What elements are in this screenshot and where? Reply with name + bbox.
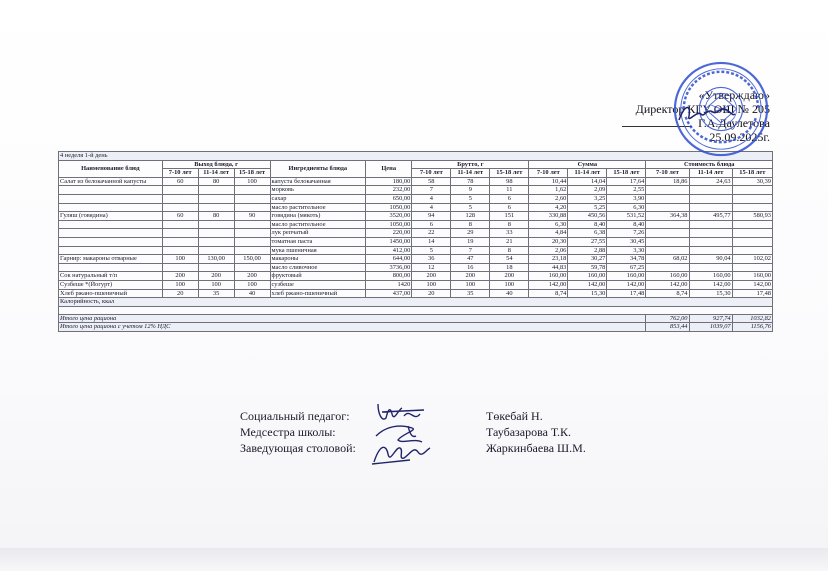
cost-15-18 — [732, 194, 772, 203]
sum-11-14: 5,25 — [568, 203, 607, 212]
gross-11-14: 7 — [451, 246, 490, 255]
day-row — [59, 152, 773, 161]
sum-7-10: 20,30 — [529, 237, 568, 246]
gross-15-18: 6 — [490, 194, 529, 203]
ingredient-price: 3520,00 — [366, 212, 412, 221]
sum-11-14: 2,09 — [568, 186, 607, 195]
ingredient-name: фруктовый — [270, 272, 366, 281]
gross-11-14: 47 — [451, 255, 490, 264]
sum-7-10: 44,83 — [529, 263, 568, 272]
gross-7-10: 100 — [412, 280, 451, 289]
dish-name — [59, 263, 163, 272]
age-gross-7-10: 7-10 лет — [412, 169, 451, 178]
age-cost-7-10: 7-10 лет — [646, 169, 689, 178]
age-sum-15-18: 15-18 лет — [607, 169, 646, 178]
gross-11-14: 78 — [451, 177, 490, 186]
vat-total-15-18: 1156,76 — [732, 323, 772, 332]
ingredient-name: масло растительное — [270, 220, 366, 229]
ingredient-name: говядина (мякоть) — [270, 212, 366, 221]
sum-11-14: 160,00 — [568, 272, 607, 281]
cost-11-14 — [689, 237, 732, 246]
ingredient-name: лук репчатый — [270, 229, 366, 238]
ingredient-name: масло сливочное — [270, 263, 366, 272]
cost-7-10: 142,00 — [646, 280, 689, 289]
output-11-14 — [198, 246, 234, 255]
gross-15-18: 21 — [490, 237, 529, 246]
cost-11-14: 495,77 — [689, 212, 732, 221]
calorie-label: Калорийность, ккал — [59, 298, 773, 307]
menu-row — [59, 237, 773, 246]
menu-row — [59, 280, 773, 289]
output-7-10: 200 — [162, 272, 198, 281]
gross-11-14: 9 — [451, 186, 490, 195]
ingredient-price: 644,00 — [366, 255, 412, 264]
ingredient-price: 437,00 — [366, 289, 412, 298]
menu-row — [59, 289, 773, 298]
sum-15-18: 7,26 — [607, 229, 646, 238]
dish-name — [59, 203, 163, 212]
header-row — [59, 160, 773, 169]
output-15-18 — [234, 194, 270, 203]
header-price: Цена — [366, 160, 412, 177]
sum-15-18: 3,90 — [607, 194, 646, 203]
cost-7-10 — [646, 237, 689, 246]
sum-15-18: 3,30 — [607, 246, 646, 255]
ingredient-price: 1420 — [366, 280, 412, 289]
sum-7-10: 330,88 — [529, 212, 568, 221]
sum-15-18: 8,40 — [607, 220, 646, 229]
gross-7-10: 58 — [412, 177, 451, 186]
sum-7-10: 1,62 — [529, 186, 568, 195]
output-15-18 — [234, 229, 270, 238]
cost-15-18 — [732, 229, 772, 238]
gross-7-10: 14 — [412, 237, 451, 246]
approval-name: Г.А.Даулетова — [698, 116, 770, 130]
sum-15-18: 2,55 — [607, 186, 646, 195]
output-11-14 — [198, 220, 234, 229]
output-11-14: 35 — [198, 289, 234, 298]
approval-director: Директор КГУ ОШ № 205 — [635, 102, 770, 116]
sum-15-18: 17,64 — [607, 177, 646, 186]
cost-11-14: 24,63 — [689, 177, 732, 186]
output-7-10 — [162, 186, 198, 195]
output-11-14: 80 — [198, 177, 234, 186]
age-output-11-14: 11-14 лет — [198, 169, 234, 178]
gross-15-18: 200 — [490, 272, 529, 281]
ingredient-name: хлеб ржано-пшеничный — [270, 289, 366, 298]
output-15-18 — [234, 203, 270, 212]
output-15-18 — [234, 263, 270, 272]
gross-11-14: 35 — [451, 289, 490, 298]
sum-7-10: 8,74 — [529, 289, 568, 298]
approval-title: «Утверждаю» — [698, 88, 770, 102]
cost-11-14 — [689, 263, 732, 272]
gross-15-18: 151 — [490, 212, 529, 221]
gross-7-10: 20 — [412, 289, 451, 298]
menu-row — [59, 203, 773, 212]
director-signature-icon — [677, 100, 737, 126]
signature-role: Социальный педагог: — [240, 409, 350, 423]
spacer-row — [59, 306, 773, 314]
cost-7-10 — [646, 229, 689, 238]
sum-7-10: 2,06 — [529, 246, 568, 255]
menu-row — [59, 194, 773, 203]
gross-15-18: 8 — [490, 246, 529, 255]
sum-15-18: 30,45 — [607, 237, 646, 246]
total-label: Итого цена рациона — [59, 314, 646, 323]
total-7-10: 762,00 — [646, 314, 689, 323]
signature-name: Таубазарова Т.К. — [486, 425, 572, 439]
sum-11-14: 59,78 — [568, 263, 607, 272]
ingredient-price: 650,00 — [366, 194, 412, 203]
cost-7-10 — [646, 186, 689, 195]
vat-total-row — [59, 323, 773, 332]
output-11-14 — [198, 237, 234, 246]
output-15-18 — [234, 246, 270, 255]
vat-total-label: Итого цена рациона с учетом 12% НДС — [59, 323, 646, 332]
output-7-10 — [162, 203, 198, 212]
signature-row-social-pedagogue — [240, 408, 660, 424]
cost-15-18 — [732, 203, 772, 212]
ingredient-price: 232,00 — [366, 186, 412, 195]
cost-7-10: 160,00 — [646, 272, 689, 281]
menu-rows — [59, 177, 773, 297]
output-11-14: 130,00 — [198, 255, 234, 264]
output-7-10: 20 — [162, 289, 198, 298]
sum-11-14: 27,55 — [568, 237, 607, 246]
header-sum: Сумма — [529, 160, 646, 169]
gross-7-10: 12 — [412, 263, 451, 272]
output-15-18: 100 — [234, 280, 270, 289]
gross-7-10: 7 — [412, 186, 451, 195]
cost-7-10: 18,86 — [646, 177, 689, 186]
dish-name: Гуляш (говядина) — [59, 212, 163, 221]
cost-7-10 — [646, 194, 689, 203]
gross-11-14: 100 — [451, 280, 490, 289]
gross-15-18: 33 — [490, 229, 529, 238]
sum-15-18: 34,78 — [607, 255, 646, 264]
header-cost: Стоимость блюда — [646, 160, 773, 169]
menu-row — [59, 220, 773, 229]
sum-15-18: 160,00 — [607, 272, 646, 281]
gross-15-18: 100 — [490, 280, 529, 289]
output-11-14 — [198, 229, 234, 238]
menu-row — [59, 212, 773, 221]
sum-11-14: 2,88 — [568, 246, 607, 255]
signature-role: Заведующая столовой: — [240, 441, 356, 455]
cost-11-14 — [689, 194, 732, 203]
cost-15-18: 102,02 — [732, 255, 772, 264]
day-label: 4 неделя 1-й день — [59, 152, 773, 161]
menu-row — [59, 272, 773, 281]
sum-11-14: 30,27 — [568, 255, 607, 264]
ingredient-name: морковь — [270, 186, 366, 195]
output-7-10 — [162, 237, 198, 246]
gross-11-14: 19 — [451, 237, 490, 246]
sum-11-14: 15,30 — [568, 289, 607, 298]
ingredient-price: 1450,00 — [366, 237, 412, 246]
gross-15-18: 8 — [490, 220, 529, 229]
ingredient-name: макароны — [270, 255, 366, 264]
header-gross: Брутто, г — [412, 160, 529, 169]
age-cost-15-18: 15-18 лет — [732, 169, 772, 178]
signature-role: Медсестра школы: — [240, 425, 336, 439]
approval-date: 25.09.2025г. — [709, 130, 770, 144]
cost-15-18 — [732, 263, 772, 272]
age-gross-15-18: 15-18 лет — [490, 169, 529, 178]
age-sum-11-14: 11-14 лет — [568, 169, 607, 178]
gross-7-10: 4 — [412, 203, 451, 212]
output-11-14: 80 — [198, 212, 234, 221]
ingredient-name: масло растительное — [270, 203, 366, 212]
output-7-10 — [162, 246, 198, 255]
sum-11-14: 6,38 — [568, 229, 607, 238]
dish-name — [59, 229, 163, 238]
menu-table — [58, 151, 773, 332]
sum-11-14: 8,40 — [568, 220, 607, 229]
header-output: Выход блюда, г — [162, 160, 270, 169]
output-15-18: 100 — [234, 177, 270, 186]
dish-name: Хлеб ржано-пшеничный — [59, 289, 163, 298]
sum-7-10: 23,18 — [529, 255, 568, 264]
ingredient-price: 800,00 — [366, 272, 412, 281]
handwritten-signature-icon — [370, 440, 434, 466]
dish-name: Гарнир: макароны отварные — [59, 255, 163, 264]
cost-11-14 — [689, 229, 732, 238]
output-11-14 — [198, 203, 234, 212]
ingredient-name: мука пшеничная — [270, 246, 366, 255]
cost-11-14: 15,30 — [689, 289, 732, 298]
output-7-10: 60 — [162, 177, 198, 186]
gross-7-10: 5 — [412, 246, 451, 255]
gross-15-18: 11 — [490, 186, 529, 195]
sum-15-18: 17,48 — [607, 289, 646, 298]
age-output-15-18: 15-18 лет — [234, 169, 270, 178]
gross-11-14: 5 — [451, 203, 490, 212]
output-15-18: 90 — [234, 212, 270, 221]
dish-name — [59, 237, 163, 246]
output-11-14 — [198, 263, 234, 272]
ingredient-name: томатная паста — [270, 237, 366, 246]
cost-7-10 — [646, 263, 689, 272]
output-11-14 — [198, 194, 234, 203]
ingredient-price: 220,00 — [366, 229, 412, 238]
dish-name — [59, 220, 163, 229]
output-11-14 — [198, 186, 234, 195]
gross-11-14: 29 — [451, 229, 490, 238]
dish-name: Салат из белокачанной капусты — [59, 177, 163, 186]
cost-11-14 — [689, 203, 732, 212]
output-7-10 — [162, 220, 198, 229]
sum-7-10: 6,30 — [529, 220, 568, 229]
header-dish: Наименование блюд — [59, 160, 163, 177]
output-7-10 — [162, 194, 198, 203]
sum-7-10: 4,84 — [529, 229, 568, 238]
dish-name: Сок натуральный т/п — [59, 272, 163, 281]
cost-11-14 — [689, 186, 732, 195]
gross-15-18: 40 — [490, 289, 529, 298]
sum-11-14: 142,00 — [568, 280, 607, 289]
cost-15-18: 580,93 — [732, 212, 772, 221]
cost-15-18: 30,39 — [732, 177, 772, 186]
output-15-18 — [234, 220, 270, 229]
dish-name — [59, 194, 163, 203]
gross-11-14: 5 — [451, 194, 490, 203]
menu-row — [59, 229, 773, 238]
output-15-18: 150,00 — [234, 255, 270, 264]
cost-15-18 — [732, 186, 772, 195]
output-7-10: 60 — [162, 212, 198, 221]
age-output-7-10: 7-10 лет — [162, 169, 198, 178]
menu-row — [59, 186, 773, 195]
ingredient-price: 412,00 — [366, 246, 412, 255]
gross-11-14: 16 — [451, 263, 490, 272]
sum-7-10: 4,20 — [529, 203, 568, 212]
signature-row-nurse — [240, 424, 660, 440]
output-7-10 — [162, 263, 198, 272]
sum-11-14: 14,04 — [568, 177, 607, 186]
gross-15-18: 54 — [490, 255, 529, 264]
output-7-10: 100 — [162, 255, 198, 264]
output-11-14: 100 — [198, 280, 234, 289]
cost-11-14: 160,00 — [689, 272, 732, 281]
cost-7-10: 8,74 — [646, 289, 689, 298]
sum-11-14: 450,56 — [568, 212, 607, 221]
ingredient-name: сахар — [270, 194, 366, 203]
output-15-18 — [234, 237, 270, 246]
menu-row — [59, 255, 773, 264]
cost-15-18: 160,00 — [732, 272, 772, 281]
cost-15-18 — [732, 237, 772, 246]
cost-11-14: 142,00 — [689, 280, 732, 289]
total-15-18: 1032,82 — [732, 314, 772, 323]
cost-7-10 — [646, 220, 689, 229]
sum-15-18: 6,30 — [607, 203, 646, 212]
ingredient-name: сузбеше — [270, 280, 366, 289]
gross-7-10: 22 — [412, 229, 451, 238]
cost-15-18 — [732, 220, 772, 229]
sum-7-10: 2,60 — [529, 194, 568, 203]
ingredient-price: 180,00 — [366, 177, 412, 186]
page-bottom-edge — [0, 548, 828, 571]
vat-total-7-10: 853,44 — [646, 323, 689, 332]
header-ingredients: Ингредиенты блюда — [270, 160, 366, 177]
signature-name: Жаркинбаева Ш.М. — [486, 441, 586, 455]
cost-7-10: 68,02 — [646, 255, 689, 264]
ingredient-price: 3736,00 — [366, 263, 412, 272]
dish-name: Сузбеше *(Йогурт) — [59, 280, 163, 289]
gross-7-10: 6 — [412, 220, 451, 229]
calorie-row — [59, 298, 773, 307]
age-header-row — [59, 169, 773, 178]
cost-15-18: 17,48 — [732, 289, 772, 298]
sum-7-10: 160,00 — [529, 272, 568, 281]
output-15-18: 40 — [234, 289, 270, 298]
cost-11-14 — [689, 246, 732, 255]
output-15-18 — [234, 186, 270, 195]
menu-row — [59, 177, 773, 186]
signature-name: Төкебай Н. — [486, 409, 543, 423]
menu-row — [59, 246, 773, 255]
gross-11-14: 200 — [451, 272, 490, 281]
ingredient-price: 1050,00 — [366, 220, 412, 229]
gross-11-14: 8 — [451, 220, 490, 229]
gross-7-10: 94 — [412, 212, 451, 221]
sum-11-14: 3,25 — [568, 194, 607, 203]
output-7-10 — [162, 229, 198, 238]
sum-7-10: 10,44 — [529, 177, 568, 186]
cost-11-14: 90,04 — [689, 255, 732, 264]
gross-15-18: 18 — [490, 263, 529, 272]
cost-7-10 — [646, 246, 689, 255]
signatures-block — [240, 408, 660, 456]
gross-7-10: 36 — [412, 255, 451, 264]
dish-name — [59, 246, 163, 255]
age-gross-11-14: 11-14 лет — [451, 169, 490, 178]
gross-15-18: 6 — [490, 203, 529, 212]
gross-7-10: 200 — [412, 272, 451, 281]
sum-15-18: 67,25 — [607, 263, 646, 272]
gross-11-14: 128 — [451, 212, 490, 221]
cost-7-10: 364,38 — [646, 212, 689, 221]
total-row — [59, 314, 773, 323]
gross-15-18: 98 — [490, 177, 529, 186]
vat-total-11-14: 1039,07 — [689, 323, 732, 332]
output-11-14: 200 — [198, 272, 234, 281]
ingredient-price: 1050,00 — [366, 203, 412, 212]
sum-7-10: 142,00 — [529, 280, 568, 289]
sum-15-18: 142,00 — [607, 280, 646, 289]
signature-row-canteen-head — [240, 440, 660, 456]
cost-15-18: 142,00 — [732, 280, 772, 289]
gross-7-10: 4 — [412, 194, 451, 203]
age-sum-7-10: 7-10 лет — [529, 169, 568, 178]
age-cost-11-14: 11-14 лет — [689, 169, 732, 178]
ingredient-name: капуста белокачанная — [270, 177, 366, 186]
dish-name — [59, 186, 163, 195]
cost-7-10 — [646, 203, 689, 212]
cost-11-14 — [689, 220, 732, 229]
cost-15-18 — [732, 246, 772, 255]
menu-row — [59, 263, 773, 272]
output-7-10: 100 — [162, 280, 198, 289]
total-11-14: 927,74 — [689, 314, 732, 323]
sum-15-18: 531,52 — [607, 212, 646, 221]
output-15-18: 200 — [234, 272, 270, 281]
